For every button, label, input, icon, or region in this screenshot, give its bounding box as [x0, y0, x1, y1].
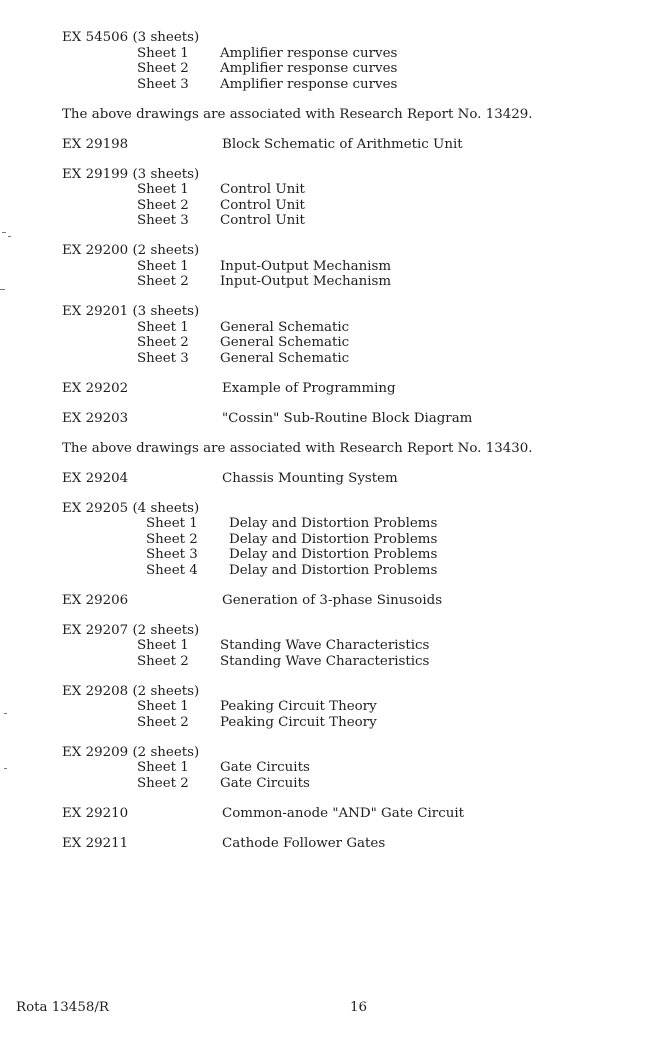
- drawing-title: Example of Programming: [222, 380, 396, 396]
- drawing-title: "Cossin" Sub-Routine Block Diagram: [222, 410, 473, 426]
- drawing-entry: [62, 745, 642, 792]
- sheet-row: [62, 547, 642, 563]
- drawing-title: Chassis Mounting System: [222, 470, 398, 486]
- sheet-count: (3 sheets): [132, 166, 200, 182]
- drawing-title: Common-anode "AND" Gate Circuit: [222, 805, 464, 821]
- drawing-number: EX 29205: [62, 500, 129, 516]
- entry-heading: [62, 593, 642, 609]
- drawing-entry: [62, 304, 642, 366]
- sheet-title: General Schematic: [220, 350, 350, 366]
- sheet-label: Sheet 2: [137, 335, 189, 350]
- sheet-label: Sheet 1: [137, 760, 189, 775]
- association-note: The above drawings are associated with Research Report No. 13430.: [62, 440, 533, 456]
- entry-heading: [62, 623, 642, 639]
- sheet-count: (2 sheets): [132, 683, 200, 699]
- sheet-title: Input-Output Mechanism: [220, 258, 392, 274]
- sheet-row: [62, 77, 642, 93]
- entry-heading: [62, 243, 642, 259]
- entry-heading: [62, 304, 642, 320]
- drawing-entry: [62, 593, 642, 609]
- sheet-row: [62, 259, 642, 275]
- drawing-entry: [62, 623, 642, 670]
- sheet-title: Delay and Distortion Problems: [229, 531, 438, 547]
- drawing-entry: [62, 381, 642, 397]
- sheet-title: Standing Wave Characteristics: [220, 638, 430, 653]
- scan-mark: [0, 289, 5, 290]
- sheet-label: Sheet 4: [146, 562, 198, 578]
- sheet-label: Sheet 3: [137, 350, 189, 366]
- sheet-count: (3 sheets): [132, 30, 200, 45]
- drawing-number: EX 29208: [62, 683, 129, 699]
- sheet-count: (3 sheets): [132, 304, 200, 319]
- drawing-entry: [62, 501, 642, 579]
- drawing-entry: [62, 684, 642, 731]
- sheet-title: Amplifier response curves: [220, 45, 398, 61]
- sheet-row: [62, 776, 642, 792]
- sheet-label: Sheet 2: [137, 775, 189, 791]
- drawing-entry: [62, 806, 642, 822]
- sheet-title: Delay and Distortion Problems: [229, 547, 438, 562]
- drawing-entry: [62, 30, 642, 92]
- sheet-row: [62, 61, 642, 77]
- page-number: 16: [350, 1000, 368, 1015]
- sheet-label: Sheet 1: [146, 516, 198, 531]
- drawing-entry: [62, 471, 642, 487]
- sheet-row: [62, 760, 642, 776]
- sheet-row: [62, 699, 642, 715]
- drawing-number: EX 29202: [62, 380, 129, 396]
- drawing-title: Generation of 3-phase Sinusoids: [222, 592, 443, 608]
- sheet-title: Gate Circuits: [220, 760, 310, 775]
- sheet-label: Sheet 2: [137, 61, 189, 76]
- sheet-row: [62, 532, 642, 548]
- sheet-label: Sheet 1: [137, 638, 189, 653]
- sheet-label: Sheet 3: [137, 213, 189, 228]
- sheet-title: Standing Wave Characteristics: [220, 653, 430, 669]
- sheet-label: Sheet 2: [137, 274, 189, 289]
- sheet-label: Sheet 1: [137, 45, 189, 61]
- sheet-label: Sheet 1: [137, 182, 189, 197]
- drawing-number: EX 29206: [62, 592, 129, 608]
- entry-heading: [62, 137, 642, 153]
- sheet-row: [62, 638, 642, 654]
- entry-heading: [62, 745, 642, 761]
- sheet-title: Input-Output Mechanism: [220, 274, 392, 289]
- sheet-count: (2 sheets): [132, 622, 200, 638]
- sheet-row: [62, 516, 642, 532]
- scan-mark: [4, 768, 7, 769]
- entry-heading: [62, 30, 642, 46]
- sheet-label: Sheet 2: [137, 197, 189, 213]
- drawing-number: EX 29210: [62, 805, 129, 821]
- sheet-count: (2 sheets): [132, 744, 200, 760]
- sheet-row: [62, 715, 642, 731]
- sheet-title: Delay and Distortion Problems: [229, 562, 438, 578]
- entry-heading: [62, 836, 642, 852]
- document-reference: Rota 13458/R: [16, 1000, 109, 1015]
- sheet-label: Sheet 3: [146, 547, 198, 562]
- drawing-number: EX 29204: [62, 470, 129, 486]
- sheet-label: Sheet 1: [137, 258, 189, 274]
- scan-mark: [8, 236, 11, 237]
- sheet-count: (4 sheets): [132, 500, 200, 516]
- sheet-row: [62, 654, 642, 670]
- entry-heading: [62, 381, 642, 397]
- sheet-label: Sheet 2: [137, 653, 189, 669]
- sheet-row: [62, 182, 642, 198]
- page-footer: [0, 1000, 650, 1016]
- drawing-number: EX 29209: [62, 744, 129, 760]
- drawing-title: Block Schematic of Arithmetic Unit: [222, 136, 463, 152]
- drawing-number: EX 29198: [62, 136, 129, 152]
- drawing-number: EX 29211: [62, 835, 129, 851]
- sheet-label: Sheet 2: [137, 714, 189, 730]
- drawing-number: EX 29207: [62, 622, 129, 638]
- entry-heading: [62, 411, 642, 427]
- drawing-number: EX 29200: [62, 243, 129, 258]
- drawing-entry: [62, 243, 642, 290]
- drawing-entry: [62, 167, 642, 229]
- sheet-title: Control Unit: [220, 182, 305, 197]
- drawing-number: EX 29201: [62, 304, 129, 319]
- sheet-label: Sheet 3: [137, 76, 189, 92]
- sheet-title: Peaking Circuit Theory: [220, 699, 377, 714]
- sheet-label: Sheet 2: [146, 531, 198, 547]
- drawing-number: EX 29199: [62, 166, 129, 182]
- drawing-number: EX 29203: [62, 410, 129, 426]
- sheet-count: (2 sheets): [132, 243, 200, 258]
- drawing-entry: [62, 836, 642, 852]
- entry-heading: [62, 471, 642, 487]
- sheet-label: Sheet 1: [137, 699, 189, 714]
- sheet-title: Delay and Distortion Problems: [229, 516, 438, 531]
- sheet-label: Sheet 1: [137, 319, 189, 335]
- entry-heading: [62, 684, 642, 700]
- entry-heading: [62, 167, 642, 183]
- scan-mark: [4, 713, 7, 714]
- entry-heading: [62, 501, 642, 517]
- sheet-row: [62, 335, 642, 351]
- sheet-title: General Schematic: [220, 335, 350, 350]
- sheet-title: Control Unit: [220, 197, 305, 213]
- sheet-row: [62, 198, 642, 214]
- entry-heading: [62, 806, 642, 822]
- sheet-row: [62, 351, 642, 367]
- drawing-entry: [62, 137, 642, 153]
- sheet-row: [62, 213, 642, 229]
- sheet-title: Peaking Circuit Theory: [220, 714, 377, 730]
- scan-mark: [2, 232, 6, 233]
- sheet-title: Amplifier response curves: [220, 76, 398, 92]
- sheet-row: [62, 274, 642, 290]
- sheet-title: Amplifier response curves: [220, 61, 398, 76]
- sheet-title: Gate Circuits: [220, 775, 310, 791]
- drawing-list: [62, 30, 642, 866]
- sheet-title: Control Unit: [220, 213, 305, 228]
- drawing-title: Cathode Follower Gates: [222, 835, 386, 851]
- drawing-entry: [62, 411, 642, 427]
- sheet-row: [62, 46, 642, 62]
- sheet-row: [62, 320, 642, 336]
- drawing-number: EX 54506: [62, 30, 129, 45]
- sheet-row: [62, 563, 642, 579]
- association-note: The above drawings are associated with Research Report No. 13429.: [62, 106, 533, 122]
- sheet-title: General Schematic: [220, 319, 350, 335]
